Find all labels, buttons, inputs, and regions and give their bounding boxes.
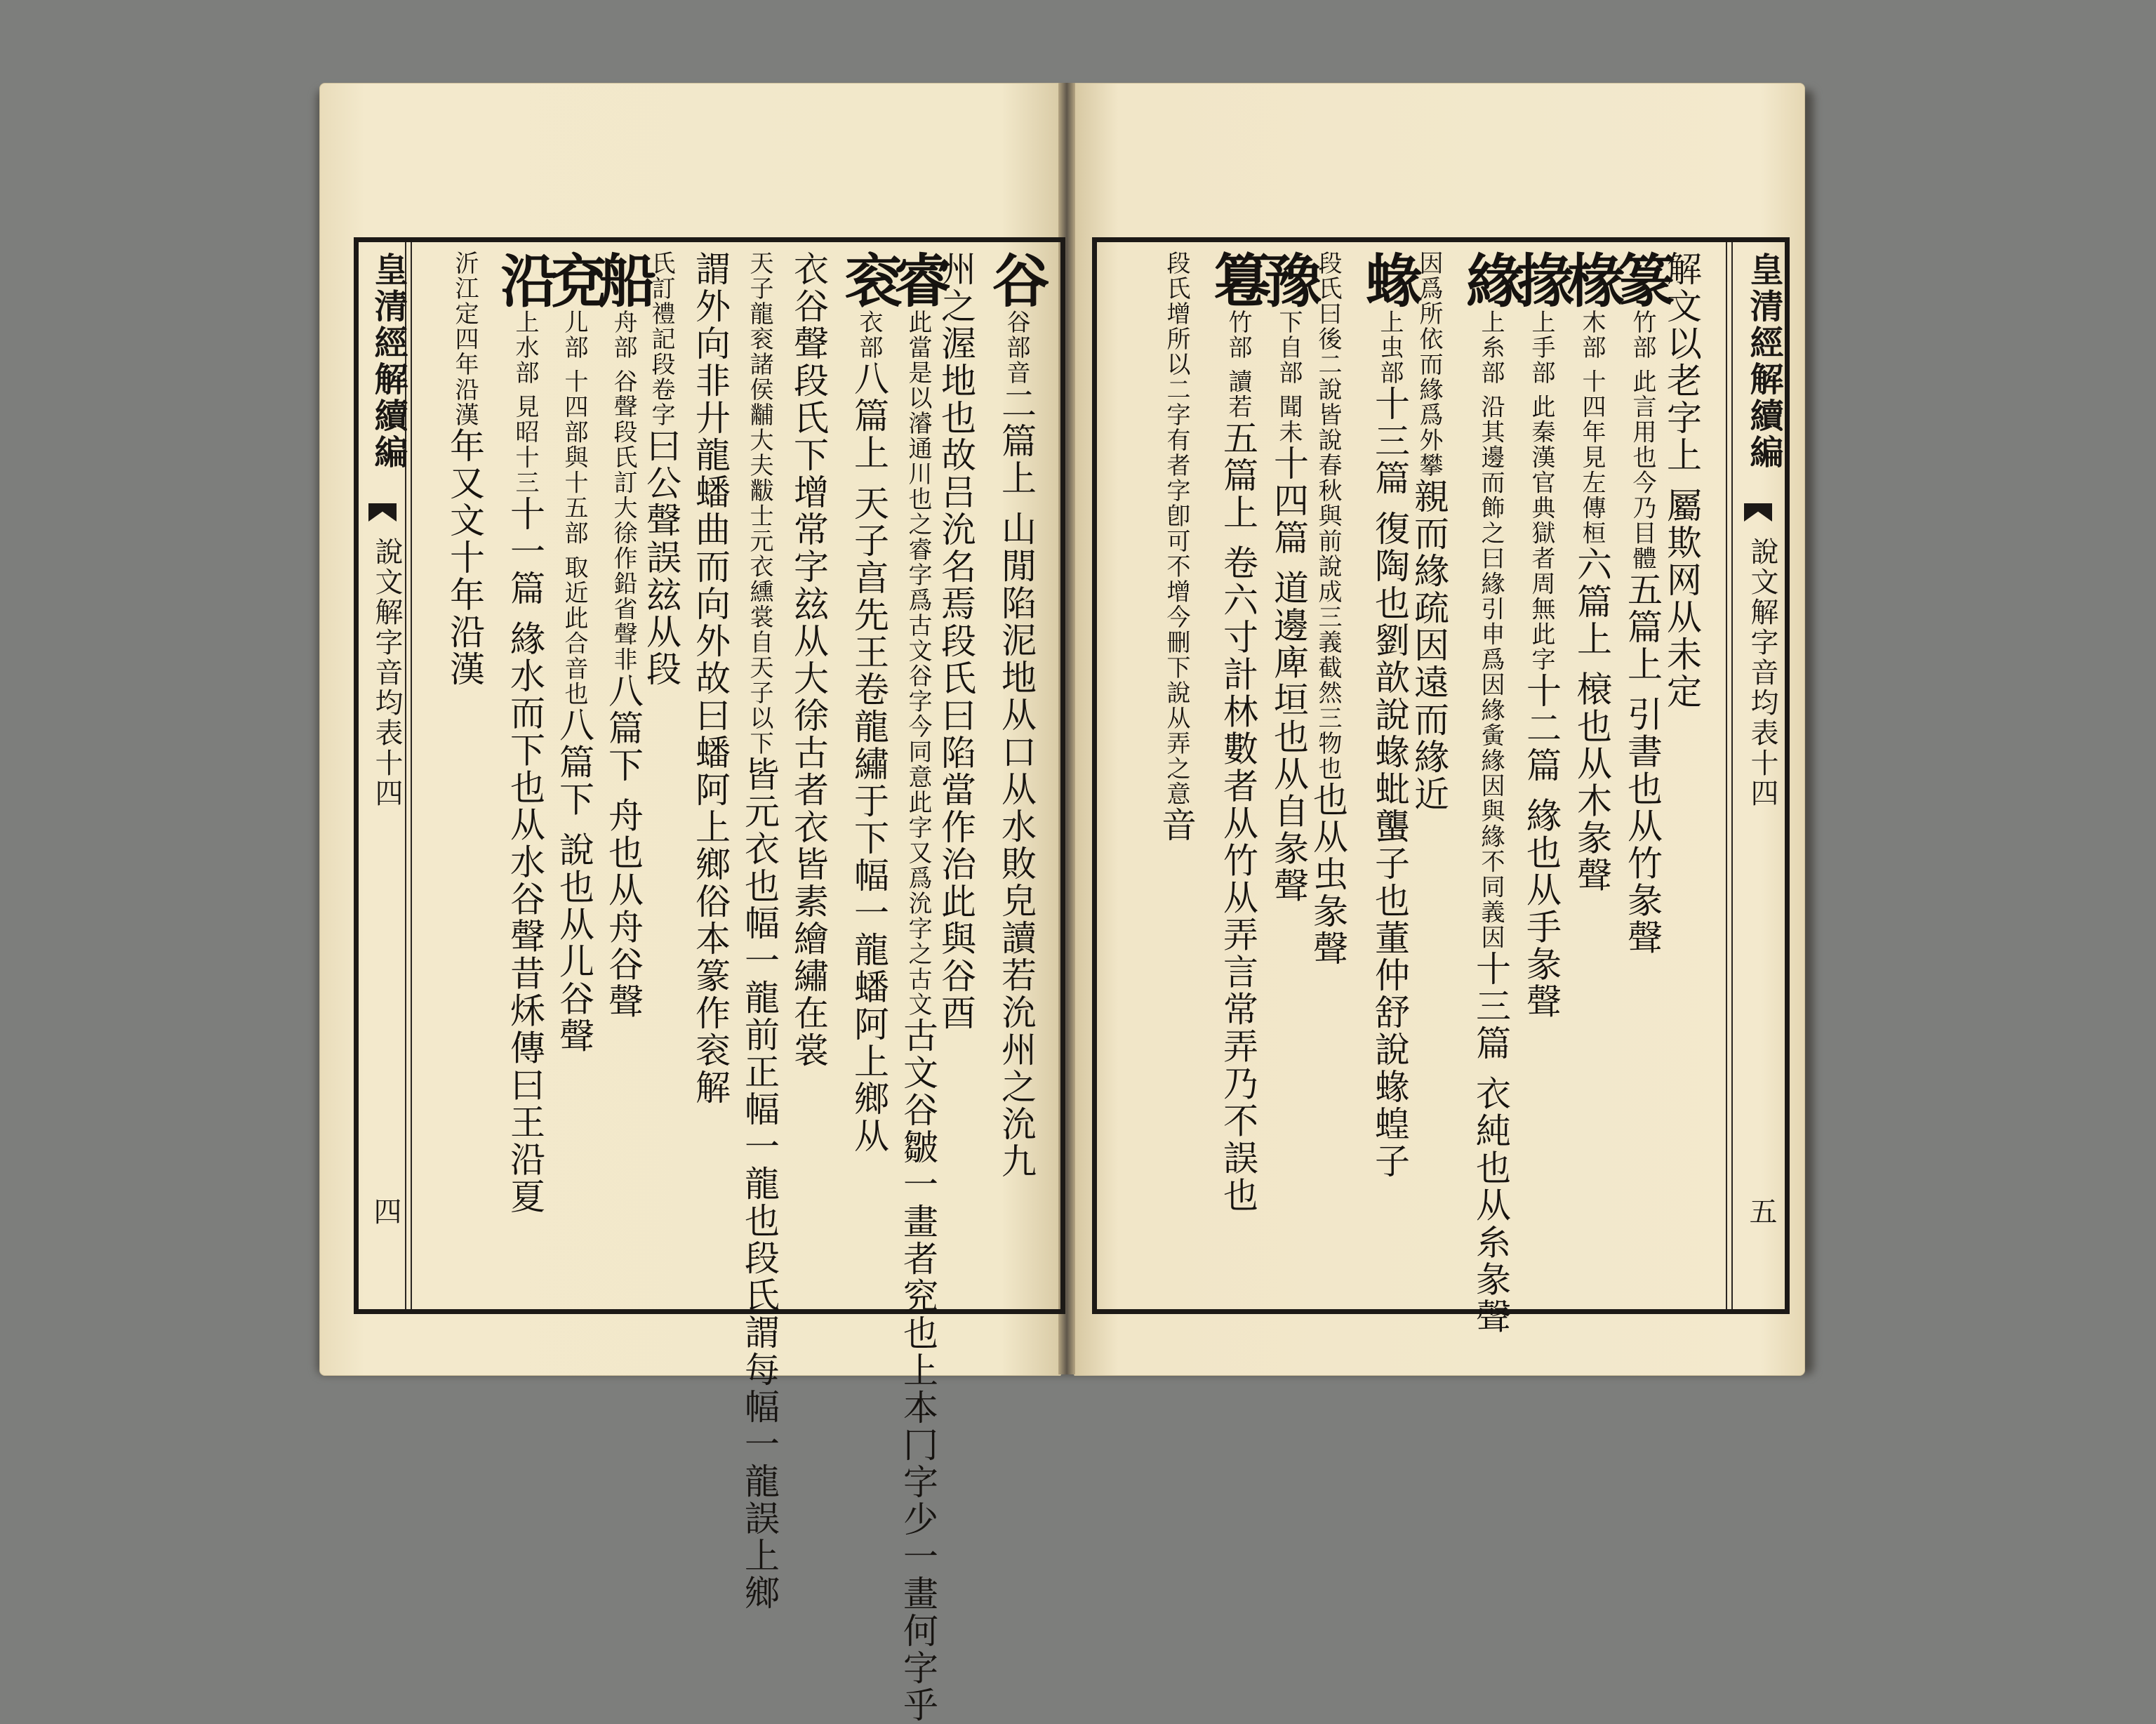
right-page-column-9	[1255, 251, 1322, 905]
main-text: 衣谷聲段氏下增常字玆从大徐古者衣皆素繪繡在裳	[788, 251, 829, 1069]
right-margin-section: 說文解字音均表十四	[1746, 537, 1778, 809]
main-text: 解文以老字上 屬欺网从未定	[1661, 251, 1702, 710]
left-margin-title: 皇清經解續編	[368, 252, 408, 471]
entry-head-character: 睿	[884, 251, 952, 310]
left-page-text-frame	[354, 237, 1065, 1724]
main-text: 謂外向非廾龍蟠曲而向外故曰蟠阿上鄉俗本篆作衮解	[690, 251, 731, 1106]
annotation-text: 竹部 此言用也今乃目體	[1628, 310, 1656, 571]
entry-head-character: 椽	[1558, 251, 1625, 310]
annotation-text: 段氏曰後二說皆說春秋與前說成三義截然三物也	[1314, 251, 1342, 781]
main-text: 皆元衣也幅一龍前正幅一龍也段氏謂每幅一龍誤上鄉	[739, 756, 780, 1612]
annotation-text: 木部 十四年見左傳桓	[1578, 310, 1606, 546]
left-page-column-3	[884, 251, 952, 1724]
annotation-text: 舟部 谷聲段氏訂大徐作鉛省聲非	[609, 310, 637, 672]
right-page-column-7	[1356, 251, 1423, 1180]
annotation-text: 竹部 讀若	[1224, 310, 1252, 420]
annotation-text: 衣部	[855, 310, 883, 360]
entry-head-character: 豫	[1255, 251, 1322, 310]
main-text: 也从虫彖聲	[1307, 781, 1348, 967]
entry-head-character: 兗	[540, 251, 608, 310]
annotation-text: 因爲所依而緣爲外攀	[1415, 251, 1443, 478]
right-margin-rule	[1726, 242, 1727, 1309]
entry-head-character: 谷	[983, 251, 1050, 310]
left-folio-number: 四	[369, 1197, 401, 1227]
right-page-text-frame	[1092, 237, 1790, 1336]
right-page-column-11	[1156, 251, 1197, 844]
annotation-text: 氏訂禮記段卷字	[647, 251, 675, 427]
left-page-column-9	[590, 251, 657, 1021]
main-text: 八篇下 舟也从舟谷聲	[603, 672, 644, 1021]
main-text: 曰公聲誤玆从段	[641, 427, 681, 688]
entry-head-character: 篆	[1609, 251, 1676, 310]
left-margin-section: 說文解字音均表十四	[371, 537, 403, 809]
right-page-column-10	[1204, 251, 1272, 1214]
left-page-column-1	[983, 251, 1050, 1180]
left-page-column-6	[739, 251, 780, 1612]
annotation-text: 天子龍衮諸侯黼大夫黻士元衣纁裳自天子以下	[745, 251, 773, 756]
entry-head-character: 沿	[491, 251, 559, 310]
annotation-text: 上虫部	[1376, 310, 1404, 385]
annotation-text: 段氏增所以二字有者字卽可不增今刪下說从弄之意	[1162, 251, 1190, 807]
main-text: 州之渥地也故吕沇名焉段氏曰陷當作治此與谷酉	[936, 251, 976, 1032]
annotation-text: 沂江定四年沿漢	[451, 251, 479, 427]
annotation-text: 下自部 聞未	[1275, 310, 1303, 445]
left-page-column-5	[788, 251, 829, 1069]
annotation-text: 上手部 此秦漢官典獄者周無此字	[1527, 310, 1555, 672]
right-page-column-4	[1508, 251, 1575, 1021]
main-text: 十三篇 衣純也从糸彖聲	[1470, 950, 1511, 1336]
main-text: 古文谷皺一畫者䆓也上本冂字少一畫何字乎	[898, 1017, 938, 1724]
entry-head-character: 船	[590, 251, 657, 310]
entry-head-character: 蝝	[1356, 251, 1423, 310]
right-page-column-5	[1457, 251, 1524, 1336]
main-text: 十四篇 道邊庳垣也从自彖聲	[1268, 444, 1309, 905]
main-text: 八篇上 天子亯先王卷龍繡于下幅一龍蟠阿上鄉从	[849, 360, 889, 1155]
right-folio-number: 五	[1745, 1197, 1777, 1227]
left-page-column-10	[540, 251, 608, 1055]
main-text: 五篇上 卷六寸計林數者从竹从弄言常弄乃不誤也	[1218, 419, 1258, 1214]
main-text: 十一篇 緣水而下也从水谷聲昔秌傳曰王沿夏	[505, 495, 545, 1216]
right-page-column-3	[1558, 251, 1625, 894]
main-text: 音	[1156, 807, 1197, 844]
left-page-column-4	[835, 251, 903, 1155]
left-page-column-12	[444, 251, 485, 688]
main-text: 二篇上 山閒陷泥地从口从水敗皃讀若沇州之沇九	[996, 385, 1037, 1180]
right-page-column-2	[1609, 251, 1676, 957]
right-margin-rule-inner	[1731, 242, 1733, 1309]
annotation-text: 上水部 見昭十三	[511, 310, 539, 496]
left-fish-tail-mark	[368, 503, 397, 522]
main-text: 六篇上 榱也从木彖聲	[1571, 545, 1612, 894]
main-text: 十二篇 緣也从手彖聲	[1521, 672, 1562, 1021]
entry-head-character: 掾	[1508, 251, 1575, 310]
left-page-column-11	[491, 251, 559, 1216]
annotation-text: 此當是以濬通川也之睿字爲古文谷字今同意此字又爲沇字之古文	[904, 310, 932, 1017]
entry-head-character: 衮	[835, 251, 903, 310]
main-text: 年又文十年沿漢	[444, 427, 485, 688]
right-fish-tail-mark	[1744, 503, 1772, 522]
main-text: 八篇下 說也从儿谷聲	[554, 706, 594, 1055]
annotation-text: 谷部音	[1002, 310, 1030, 385]
main-text: 十三篇 復陶也劉歆說蝝蚍蠪子也董仲舒說蝝蝗子	[1369, 385, 1410, 1180]
right-margin-title: 皇清經解續編	[1744, 252, 1783, 471]
main-text: 五篇上 引書也从竹彖聲	[1622, 571, 1663, 957]
main-text: 親而緣疏因遠而緣近	[1409, 478, 1449, 813]
annotation-text: 儿部 十四部與十五部 取近此合音也	[560, 310, 588, 707]
entry-head-character: 緣	[1457, 251, 1524, 310]
annotation-text: 上糸部 沿其邊而飾之曰緣引申爲因緣夤緣因與緣不同義因	[1477, 310, 1505, 950]
left-page-column-7	[690, 251, 731, 1106]
entry-head-character: 篹	[1204, 251, 1272, 310]
